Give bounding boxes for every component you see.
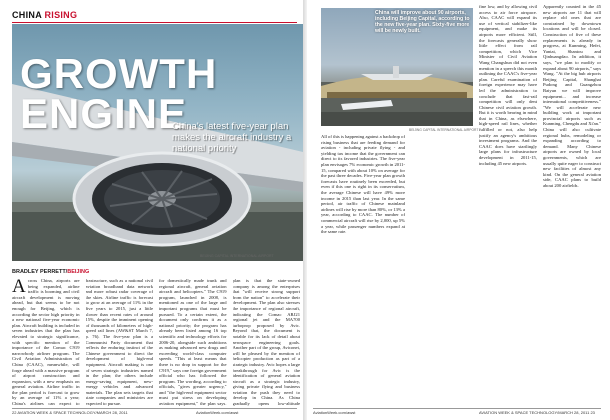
left-body-columns <box>12 278 300 406</box>
body-column-1 <box>12 278 80 406</box>
headline-line-1: GROWTH <box>20 50 218 97</box>
body-column-1-text: cross China, airports are being expanded, airline traffic is booming and civil aircraft development is moving ahead, but that seems to be not enough for Beijing, which is according the sector high priority in a new national five-year economic plan. Aircraft building is included in seven industries that the plan has elevated to strategic significance, with specific mention of the importance of the Comac C919 narrowbody airliner program. The Civil Aviation Administration of China (CAAC), meanwhile, will forge ahead with a massive program of airport construction and expansion, with a new emphasis on general aviation. Airline traffic in the plan period is forecast to grow by an average of 11% a year; China's airlines can expect to <box>12 278 80 406</box>
section-tag-primary: CHINA <box>12 10 45 20</box>
airport-photo <box>321 8 473 126</box>
section-rule <box>12 22 297 23</box>
photo-caption: China will improve about 90 airports, including Beijing Capital, according to the new five-year plan. Sixty-five more will be newly built. <box>375 10 470 34</box>
right-body-column-2: fine low, and by allowing civil access to air force airspace. Also, CAAC will expand its use of vertical stabilizer-like equipment, and make its airports more efficient. Still, the forecasts generally show little effect from rail competition, which Vice Minister of Civil Aviation Wang Changshun did not even mention in a speech this month outlining the CAAC's five-year plan. Careful examination of foreign experience may have led the administration to conclude that fast-rail competition will only dent Chinese civil aviation growth. But it is worth bearing in mind that in China, as elsewhere, high-speed rail lines, whether fulfilled or not, also help justify an agency's ambitious investment programs. And the CAAC does have startlingly large plans for infrastructure development in 2011-15, including 45 new airports. <box>479 4 537 166</box>
right-page <box>307 0 610 420</box>
inset-photo-credit: BEIJING CAPITAL INTERNATIONAL AIRPORT <box>409 128 479 132</box>
byline-city: BEIJING <box>67 269 90 275</box>
body-column-2: frastructure, such as a national civil aviation broadband data network and more robust radar coverage of the skies. Airline traffic is forecast to grow at an average of 11% in the five years to 2015, just a little slower than recent rates of around 15%, despite the imminent opening of thousands of kilometers of high-speed rail lines (AW&ST March 7, p. 76). The five-year plan is a Communist Party document that reflects the enduring instinct of the Chinese government to direct the development of high-end equipment. Aircraft making is one of seven strategic industries named in the plan; the others include energy-saving equipment, new-energy vehicles and advanced materials. The plan sets targets that state companies and ministries are expected to pursue. <box>85 278 153 406</box>
right-body-column-3: Apparently counted in the 45 new airports are 11 that will replace old ones that are constrained by downtown locations and will be closed. Construction of five of these replacements is already in progress, at Kunming, Hefei, Yantai, Shantou and Qinhuangdao. In addition, it says, "we plan to modify or expand about 90 airports," says Wang. "At the big hub airports Beijing Capital, Shanghai Pudong and Guangzhou Baiyun we will improve equipment... and increase international competitiveness." "We will accelerate new building work at important provincial airports such as Kunming, Chengdu and Xi'an." China will also cultivate regional hubs, remodeling or expanding according to demand. Many Chinese airports are owned by local governments, which are usually quite eager to construct new facilities of almost any kind. On the general aviation side, CAAC plans to build about 200 airfields. <box>543 4 601 188</box>
footer-left: 22 AVIATION WEEK & SPACE TECHNOLOGY/MARCH 28, 2011 <box>12 410 128 415</box>
byline <box>12 269 89 275</box>
hero-photo-credit: BEIJING CAPITAL INTERNATIONAL AIRPORT <box>200 254 274 258</box>
footer-rule-left <box>12 408 297 409</box>
deck-subheadline: China's latest five-year plan makes the aircraft industry a national priority <box>172 121 292 154</box>
section-tag <box>12 10 77 20</box>
left-page <box>0 0 303 420</box>
right-body-column-1: All of this is happening against a backdrop of rising business that are feeding demand for aviation - including private flying - and yielding tax income that the government can direct to its favored industries. The five-year plan envisages 7% economic growth in 2011-15, compared with about 10% on average for the past three decades. Five-year plan growth forecasts have routinely been exceeded, but even if this one is right in its conservatism, the average Chinese will have 49% more income in 2015 than last year. In the same period, air traffic of Chinese mainland airlines will rise by more than 80%, or 13% a year, according to CAAC. The number of commercial aircraft will rise by 2,000, up 5% a year, while passenger numbers expand at the same rate. <box>321 134 405 235</box>
headline-line-2: ENGINE <box>20 90 188 137</box>
section-tag-accent: RISING <box>44 10 78 20</box>
body-column-4: plan is that the state-owned company is among the enterprises that "will receive strong support from the nation" to accelerate their development. The plan also stresses the importance of regional aircraft, indicating the Comac ARJ21 regional jet and the MA700 turboprop proposed by Avic. Beyond that, the document is notable for its lack of detail about aerospace engineering goals. Another part of the group, Aviconet, will be pleased by the mention of helicopter production as part of a strategic industry. Avic hopes a large breakthrough for Avic is the identification of general aviation aircraft as a strategic industry, giving private flying and business aviation the push they need to develop in China. As China gradually opens low-altitude <box>232 278 300 406</box>
byline-author: BRADLEY PERRETT/ <box>12 269 68 275</box>
hero-photo <box>12 24 303 261</box>
footer-left-site[interactable]: AviationWeek.com/awst <box>196 410 239 415</box>
body-column-3: for domestically made trunk and regional aircraft, general aviation aircraft and helicopters." The C919 program, launched in 2008, is mentioned as one of the large and important programs that must be pursued. To a certain extent, the document only confirms it as a national priority; the program has already been listed among 16 top scientific and technology efforts for 2006-20, alongside such ambitions as making advanced new drugs and exceeding world-class computer speeds. "This at least means that there is no drop in support for the C919," says one foreign government official who has followed the program. The wording, according to officials, "gives greater urgency," and "the high-end equipment sector must put stress on developing aviation equipment," the plan says. <box>159 278 227 406</box>
footer-rule-right <box>313 408 601 409</box>
footer-right: AVIATION WEEK & SPACE TECHNOLOGY/MARCH 28, 2011 23 <box>479 410 595 415</box>
drop-cap: A <box>12 278 26 297</box>
footer-right-site[interactable]: AviationWeek.com/awst <box>313 410 356 415</box>
